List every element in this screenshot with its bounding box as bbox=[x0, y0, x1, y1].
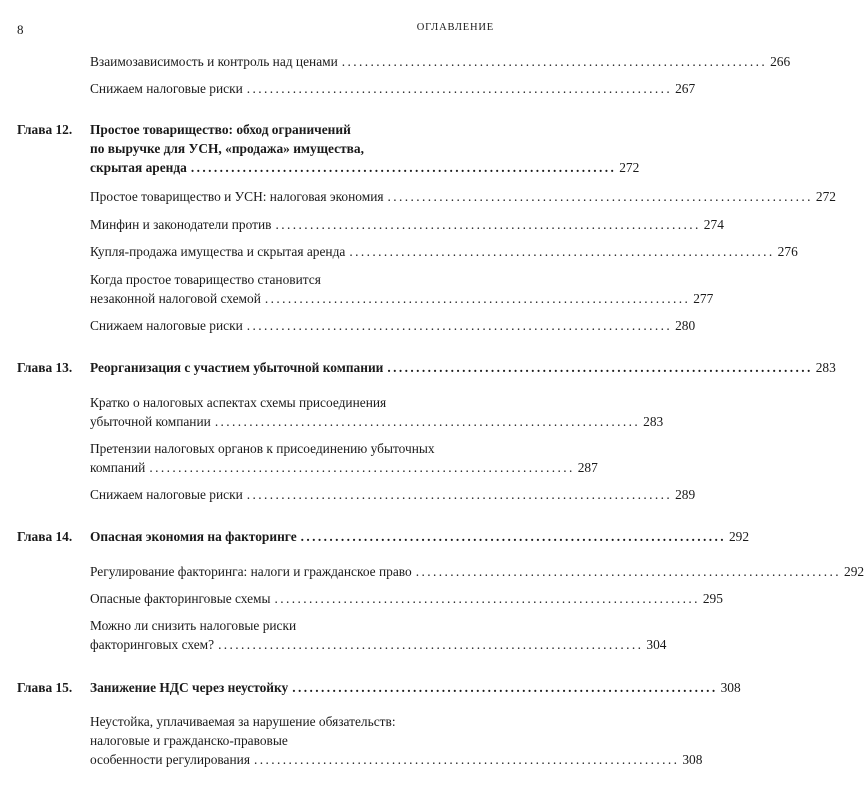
leader-dots: .......................................................................... bbox=[246, 81, 673, 96]
toc-entry: Снижаем налоговые риски .......................................................................... 267 bbox=[90, 81, 696, 96]
page-ref: 276 bbox=[777, 244, 798, 259]
page-ref: 292 bbox=[844, 564, 864, 579]
page-ref: 283 bbox=[643, 414, 664, 429]
leader-dots: .......................................................................... bbox=[387, 360, 813, 375]
page-ref: 267 bbox=[675, 81, 696, 96]
leader-dots: .......................................................................... bbox=[292, 680, 718, 695]
toc-entry: Снижаем налоговые риски .......................................................................... 280 bbox=[90, 318, 696, 333]
leader-dots: .......................................................................... bbox=[190, 160, 617, 175]
page-ref: 272 bbox=[815, 189, 836, 204]
toc-entry: Купля-продажа имущества и скрытая аренда .......................................................................... 276 bbox=[90, 244, 798, 259]
chapter-title: Занижение НДС через неустойку .......................................................................... 308 bbox=[90, 680, 741, 695]
page-ref: 266 bbox=[770, 54, 791, 69]
leader-dots: .......................................................................... bbox=[275, 217, 701, 232]
toc-entry: Неустойка, уплачиваемая за нарушение обязательств: налоговые и гражданско-правовые особенности регулирования .......................................................................... 308 bbox=[90, 714, 703, 767]
chapter-title: Опасная экономия на факторинге .......................................................................... 292 bbox=[90, 529, 750, 544]
leader-dots: .......................................................................... bbox=[149, 460, 575, 475]
toc-entry: Можно ли снизить налоговые риски факторинговых схем? .......................................................................... 304 bbox=[90, 618, 667, 652]
leader-dots: .......................................................................... bbox=[387, 189, 813, 204]
page-ref: 280 bbox=[675, 318, 696, 333]
chapter-title: Простое товарищество: обход ограничений по выручке для УСН, «продажа» имущества, скрытая аренда .......................................................................... 272 bbox=[90, 122, 640, 175]
toc-entry: Простое товарищество и УСН: налоговая экономия .......................................................................... 272 bbox=[90, 189, 836, 204]
toc-entry: Когда простое товарищество становится незаконной налоговой схемой .......................................................................... 277 bbox=[90, 272, 714, 306]
page-ref: 308 bbox=[682, 752, 703, 767]
page-ref: 289 bbox=[675, 487, 696, 502]
leader-dots: .......................................................................... bbox=[415, 564, 842, 579]
page-ref: 277 bbox=[693, 291, 714, 306]
page-ref: 292 bbox=[728, 529, 750, 544]
leader-dots: .......................................................................... bbox=[264, 291, 691, 306]
toc-entry: Снижаем налоговые риски .......................................................................... 289 bbox=[90, 487, 696, 502]
leader-dots: .......................................................................... bbox=[274, 591, 700, 606]
leader-dots: .......................................................................... bbox=[349, 244, 775, 259]
leader-dots: .......................................................................... bbox=[253, 752, 680, 767]
leader-dots: .......................................................................... bbox=[246, 318, 673, 333]
leader-dots: .......................................................................... bbox=[300, 529, 726, 544]
toc-entry: Претензии налоговых органов к присоединению убыточных компаний .......................................................................... 287 bbox=[90, 441, 598, 475]
leader-dots: .......................................................................... bbox=[214, 414, 641, 429]
page-ref: 283 bbox=[815, 360, 836, 375]
running-title: ОГЛАВЛЕНИЕ bbox=[416, 22, 494, 33]
chapter-label: Глава 15. bbox=[17, 680, 73, 695]
chapter-label: Глава 13. bbox=[17, 360, 73, 375]
leader-dots: .......................................................................... bbox=[341, 54, 768, 69]
running-header bbox=[17, 12, 494, 37]
chapter-title: Реорганизация с участием убыточной компании .......................................................................... 283 bbox=[90, 360, 836, 375]
toc-entry: Опасные факторинговые схемы .......................................................................... 295 bbox=[90, 591, 723, 606]
chapter-label: Глава 14. bbox=[17, 529, 73, 544]
toc-entry: Регулирование факторинга: налоги и гражданское право .......................................................................... 292 bbox=[90, 564, 864, 579]
chapter-label: Глава 12. bbox=[17, 122, 73, 137]
toc-entry: Кратко о налоговых аспектах схемы присоединения убыточной компании .......................................................................... 283 bbox=[90, 395, 664, 429]
page-ref: 308 bbox=[720, 680, 741, 695]
leader-dots: .......................................................................... bbox=[218, 637, 644, 652]
leader-dots: .......................................................................... bbox=[246, 487, 673, 502]
page-ref: 295 bbox=[702, 591, 723, 606]
page-ref: 272 bbox=[619, 160, 640, 175]
page-number: 8 bbox=[17, 22, 24, 37]
page-ref: 304 bbox=[646, 637, 667, 652]
page-ref: 287 bbox=[577, 460, 598, 475]
toc-entry: Минфин и законодатели против .......................................................................... 274 bbox=[90, 217, 724, 232]
page-ref: 274 bbox=[703, 217, 724, 232]
toc-entry: Взаимозависимость и контроль над ценами .......................................................................... 266 bbox=[90, 54, 791, 69]
